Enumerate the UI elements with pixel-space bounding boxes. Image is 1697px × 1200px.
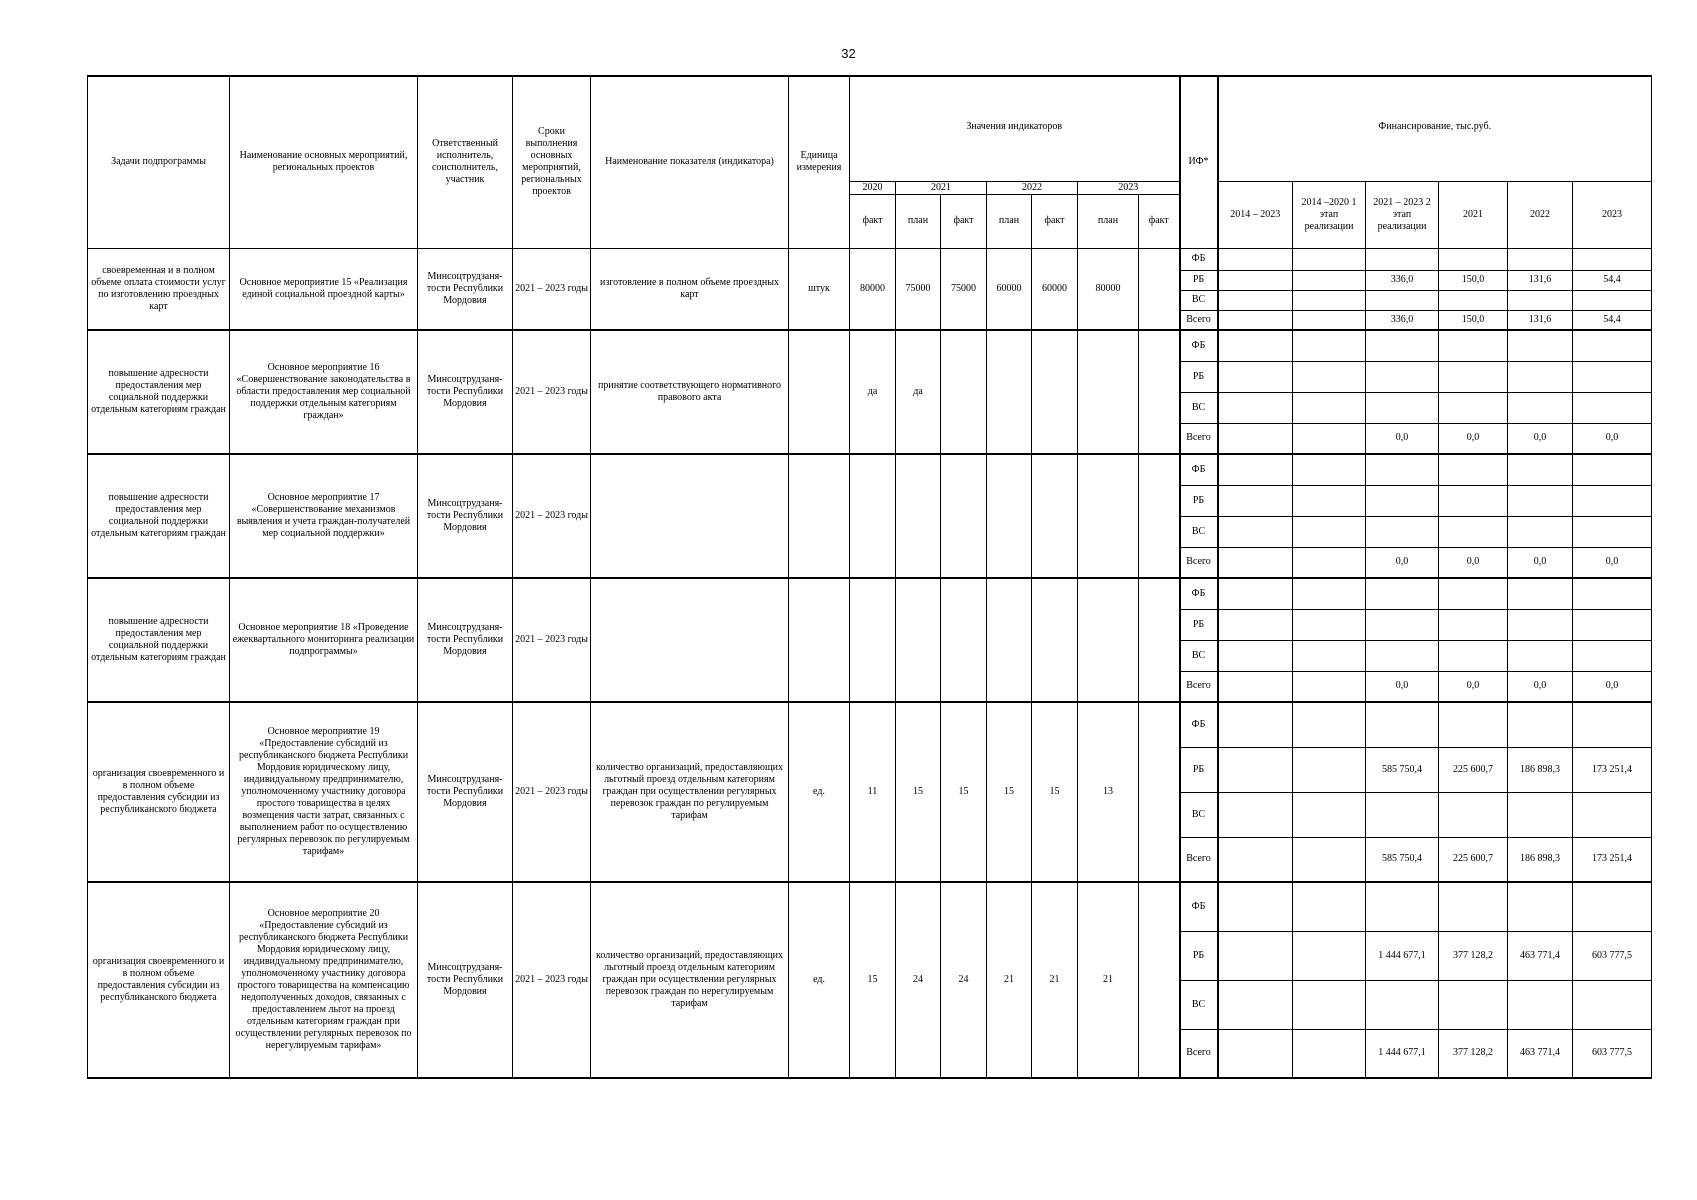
terms-cell: 2021 – 2023 годы <box>513 578 591 702</box>
measure-cell: Основное мероприятие 17 «Совершенствование механизмов выявления и учета граждан-получателей мер социальной поддержки» <box>230 454 418 578</box>
financing-value-cell <box>1366 609 1439 640</box>
financing-value-cell <box>1218 310 1293 330</box>
financing-value-cell: 336,0 <box>1366 310 1439 330</box>
source-label-cell: ФБ <box>1180 578 1218 609</box>
financing-value-cell <box>1218 792 1293 837</box>
financing-value-cell <box>1508 248 1573 270</box>
financing-value-cell <box>1218 609 1293 640</box>
financing-value-cell <box>1508 392 1573 423</box>
financing-value-cell <box>1439 578 1508 609</box>
source-label-cell: ФБ <box>1180 702 1218 747</box>
responsible-cell: Минсоцтрудзаня-тости Республики Мордовия <box>418 578 513 702</box>
financing-value-cell <box>1573 392 1652 423</box>
financing-value-cell <box>1573 792 1652 837</box>
source-label-cell: ФБ <box>1180 454 1218 485</box>
financing-value-cell: 150,0 <box>1439 310 1508 330</box>
header-sub: факт <box>850 194 896 248</box>
indicator-value-cell: 24 <box>941 882 987 1078</box>
financing-value-cell: 225 600,7 <box>1439 837 1508 882</box>
financing-value-cell <box>1293 671 1366 702</box>
indicator-value-cell: 15 <box>850 882 896 1078</box>
financing-value-cell: 585 750,4 <box>1366 747 1439 792</box>
unit-cell <box>789 578 850 702</box>
source-label-cell: РБ <box>1180 270 1218 290</box>
indicator-value-cell: да <box>896 330 941 454</box>
financing-value-cell: 0,0 <box>1573 423 1652 454</box>
indicator-value-cell <box>850 454 896 578</box>
financing-value-cell <box>1573 454 1652 485</box>
financing-value-cell <box>1366 361 1439 392</box>
measure-cell: Основное мероприятие 15 «Реализация единой социальной проездной карты» <box>230 248 418 330</box>
financing-value-cell <box>1508 640 1573 671</box>
measure-cell: Основное мероприятие 19 «Предоставление субсидий из республиканского бюджета Республики Мордовия юридическому лицу, индивидуальному предпринимателю, уполномоченному участнику договора простого товарищества в целях возмещения части затрат, связанных с выполнением работ по осуществлению регулярных перевозок по регулируемым тарифам» <box>230 702 418 882</box>
source-label-cell: ВС <box>1180 792 1218 837</box>
indicator-cell <box>591 578 789 702</box>
indicator-cell: изготовление в полном объеме проездных карт <box>591 248 789 330</box>
financing-value-cell: 377 128,2 <box>1439 1029 1508 1078</box>
financing-value-cell: 0,0 <box>1508 671 1573 702</box>
financing-value-cell <box>1218 980 1293 1029</box>
financing-value-cell <box>1218 270 1293 290</box>
financing-value-cell <box>1218 485 1293 516</box>
financing-value-cell: 131,6 <box>1508 310 1573 330</box>
measure-cell: Основное мероприятие 18 «Проведение ежеквартального мониторинга реализации подпрограммы» <box>230 578 418 702</box>
financing-value-cell <box>1293 270 1366 290</box>
responsible-cell: Минсоцтрудзаня-тости Республики Мордовия <box>418 882 513 1078</box>
financing-value-cell <box>1293 980 1366 1029</box>
measure-cell: Основное мероприятие 16 «Совершенствование законодательства в области предоставления мер социальной поддержки отдельным категориям граждан» <box>230 330 418 454</box>
indicator-value-cell <box>1139 330 1180 454</box>
page-number: 32 <box>841 46 856 61</box>
financing-value-cell <box>1508 980 1573 1029</box>
responsible-cell: Минсоцтрудзаня-тости Республики Мордовия <box>418 454 513 578</box>
financing-value-cell <box>1293 931 1366 980</box>
header-measures: Наименование основных мероприятий, региональных проектов <box>230 76 418 248</box>
financing-value-cell <box>1218 578 1293 609</box>
source-label-cell: ФБ <box>1180 882 1218 931</box>
table-body <box>88 248 1652 1078</box>
financing-value-cell <box>1218 671 1293 702</box>
indicator-value-cell: 80000 <box>1078 248 1139 330</box>
header-indicator-name: Наименование показателя (индикатора) <box>591 76 789 248</box>
header-year-2021: 2021 <box>896 181 987 194</box>
financing-value-cell <box>1293 516 1366 547</box>
table-row <box>88 248 1652 270</box>
header-sub: факт <box>1139 194 1180 248</box>
financing-value-cell <box>1218 702 1293 747</box>
indicator-value-cell <box>896 578 941 702</box>
financing-value-cell: 0,0 <box>1439 547 1508 578</box>
financing-value-cell <box>1366 454 1439 485</box>
indicator-value-cell: 21 <box>987 882 1032 1078</box>
header-fin-2021: 2021 <box>1439 181 1508 248</box>
indicator-value-cell: 75000 <box>941 248 987 330</box>
financing-value-cell: 54,4 <box>1573 270 1652 290</box>
terms-cell: 2021 – 2023 годы <box>513 330 591 454</box>
table-row <box>88 330 1652 361</box>
indicator-value-cell <box>1139 882 1180 1078</box>
financing-value-cell <box>1508 702 1573 747</box>
indicator-value-cell <box>941 578 987 702</box>
financing-value-cell <box>1293 423 1366 454</box>
financing-value-cell <box>1366 248 1439 270</box>
financing-value-cell: 463 771,4 <box>1508 931 1573 980</box>
financing-value-cell <box>1366 290 1439 310</box>
financing-value-cell <box>1293 609 1366 640</box>
header-tasks: Задачи подпрограммы <box>88 76 230 248</box>
financing-value-cell <box>1508 454 1573 485</box>
financing-value-cell <box>1218 1029 1293 1078</box>
financing-value-cell <box>1439 516 1508 547</box>
header-sub: факт <box>1032 194 1078 248</box>
financing-value-cell <box>1439 980 1508 1029</box>
source-label-cell: РБ <box>1180 931 1218 980</box>
indicator-value-cell <box>1078 454 1139 578</box>
header-sources: ИФ* <box>1180 76 1218 248</box>
header-fin-stage2: 2021 – 2023 2 этап реализации <box>1366 181 1439 248</box>
financing-value-cell <box>1508 485 1573 516</box>
financing-value-cell <box>1439 290 1508 310</box>
financing-value-cell <box>1439 485 1508 516</box>
responsible-cell: Минсоцтрудзаня-тости Республики Мордовия <box>418 330 513 454</box>
financing-value-cell <box>1366 792 1439 837</box>
financing-value-cell: 0,0 <box>1508 423 1573 454</box>
program-table <box>87 75 1652 1079</box>
indicator-cell <box>591 454 789 578</box>
financing-value-cell <box>1218 747 1293 792</box>
financing-value-cell: 1 444 677,1 <box>1366 931 1439 980</box>
financing-value-cell <box>1293 392 1366 423</box>
table-row <box>88 702 1652 747</box>
financing-value-cell <box>1293 837 1366 882</box>
header-year-2023: 2023 <box>1078 181 1180 194</box>
header-fin-stage1: 2014 –2020 1 этап реализации <box>1293 181 1366 248</box>
financing-value-cell <box>1439 882 1508 931</box>
financing-value-cell: 0,0 <box>1439 423 1508 454</box>
indicator-cell: количество организаций, предоставляющих льготный проезд отдельным категориям граждан при осуществлении регулярных перевозок граждан по регулируемым тарифам <box>591 702 789 882</box>
financing-value-cell: 150,0 <box>1439 270 1508 290</box>
source-label-cell: РБ <box>1180 747 1218 792</box>
financing-value-cell: 0,0 <box>1439 671 1508 702</box>
financing-value-cell <box>1573 702 1652 747</box>
financing-value-cell <box>1218 640 1293 671</box>
source-label-cell: ВС <box>1180 980 1218 1029</box>
source-label-cell: Всего <box>1180 837 1218 882</box>
header-sub: факт <box>941 194 987 248</box>
task-cell: своевременная и в полном объеме оплата стоимости услуг по изготовлению проездных карт <box>88 248 230 330</box>
financing-value-cell <box>1508 516 1573 547</box>
indicator-value-cell <box>987 578 1032 702</box>
task-cell: повышение адресности предоставления мер социальной поддержки отдельным категориям граждан <box>88 578 230 702</box>
financing-value-cell <box>1573 290 1652 310</box>
source-label-cell: РБ <box>1180 485 1218 516</box>
source-label-cell: ФБ <box>1180 330 1218 361</box>
financing-value-cell: 131,6 <box>1508 270 1573 290</box>
financing-value-cell <box>1573 361 1652 392</box>
header-indicator-values: Значения индикаторов <box>850 76 1180 181</box>
financing-value-cell: 0,0 <box>1573 671 1652 702</box>
financing-value-cell <box>1293 882 1366 931</box>
source-label-cell: ВС <box>1180 392 1218 423</box>
indicator-value-cell <box>1139 702 1180 882</box>
financing-value-cell: 603 777,5 <box>1573 931 1652 980</box>
financing-value-cell <box>1293 747 1366 792</box>
indicator-value-cell: да <box>850 330 896 454</box>
financing-value-cell <box>1218 516 1293 547</box>
indicator-value-cell: 15 <box>987 702 1032 882</box>
indicator-value-cell <box>1139 578 1180 702</box>
financing-value-cell: 173 251,4 <box>1573 837 1652 882</box>
financing-value-cell <box>1293 290 1366 310</box>
indicator-value-cell: 60000 <box>1032 248 1078 330</box>
financing-value-cell <box>1218 547 1293 578</box>
financing-value-cell: 0,0 <box>1366 547 1439 578</box>
unit-cell: ед. <box>789 882 850 1078</box>
indicator-value-cell <box>1078 578 1139 702</box>
indicator-value-cell: 80000 <box>850 248 896 330</box>
indicator-value-cell: 21 <box>1032 882 1078 1078</box>
indicator-value-cell <box>1032 454 1078 578</box>
financing-value-cell <box>1366 980 1439 1029</box>
source-label-cell: Всего <box>1180 671 1218 702</box>
source-label-cell: Всего <box>1180 1029 1218 1078</box>
financing-value-cell: 186 898,3 <box>1508 747 1573 792</box>
financing-value-cell: 377 128,2 <box>1439 931 1508 980</box>
financing-value-cell <box>1508 290 1573 310</box>
task-cell: повышение адресности предоставления мер социальной поддержки отдельным категориям граждан <box>88 454 230 578</box>
terms-cell: 2021 – 2023 годы <box>513 702 591 882</box>
financing-value-cell <box>1366 578 1439 609</box>
financing-value-cell <box>1218 361 1293 392</box>
indicator-value-cell <box>941 330 987 454</box>
financing-value-cell: 1 444 677,1 <box>1366 1029 1439 1078</box>
financing-value-cell <box>1293 310 1366 330</box>
financing-value-cell <box>1293 361 1366 392</box>
indicator-value-cell: 11 <box>850 702 896 882</box>
financing-value-cell <box>1508 792 1573 837</box>
financing-value-cell <box>1293 702 1366 747</box>
financing-value-cell <box>1218 423 1293 454</box>
financing-value-cell: 225 600,7 <box>1439 747 1508 792</box>
indicator-value-cell <box>850 578 896 702</box>
source-label-cell: ФБ <box>1180 248 1218 270</box>
header-responsible: Ответственный исполнитель, соисполнитель, участник <box>418 76 513 248</box>
indicator-value-cell <box>1032 578 1078 702</box>
financing-value-cell: 0,0 <box>1508 547 1573 578</box>
financing-value-cell <box>1573 578 1652 609</box>
header-year-2020: 2020 <box>850 181 896 194</box>
terms-cell: 2021 – 2023 годы <box>513 248 591 330</box>
financing-value-cell <box>1293 454 1366 485</box>
financing-value-cell <box>1293 792 1366 837</box>
terms-cell: 2021 – 2023 годы <box>513 454 591 578</box>
indicator-value-cell: 13 <box>1078 702 1139 882</box>
source-label-cell: ВС <box>1180 290 1218 310</box>
financing-value-cell: 0,0 <box>1366 671 1439 702</box>
financing-value-cell <box>1218 454 1293 485</box>
indicator-value-cell: 21 <box>1078 882 1139 1078</box>
unit-cell: штук <box>789 248 850 330</box>
source-label-cell: ВС <box>1180 640 1218 671</box>
financing-value-cell: 173 251,4 <box>1573 747 1652 792</box>
header-fin-2014-2023: 2014 – 2023 <box>1218 181 1293 248</box>
indicator-value-cell: 60000 <box>987 248 1032 330</box>
financing-value-cell <box>1439 454 1508 485</box>
task-cell: организация своевременного и в полном объеме предоставления субсидии из республиканского бюджета <box>88 882 230 1078</box>
responsible-cell: Минсоцтрудзаня-тости Республики Мордовия <box>418 702 513 882</box>
financing-value-cell <box>1218 392 1293 423</box>
financing-value-cell <box>1573 640 1652 671</box>
financing-value-cell: 0,0 <box>1366 423 1439 454</box>
indicator-value-cell <box>987 454 1032 578</box>
financing-value-cell <box>1508 330 1573 361</box>
source-label-cell: ВС <box>1180 516 1218 547</box>
financing-value-cell <box>1366 882 1439 931</box>
table-row <box>88 454 1652 485</box>
header-fin-2022: 2022 <box>1508 181 1573 248</box>
financing-value-cell: 54,4 <box>1573 310 1652 330</box>
indicator-value-cell: 15 <box>896 702 941 882</box>
financing-value-cell <box>1293 248 1366 270</box>
financing-value-cell <box>1573 248 1652 270</box>
table-row <box>88 578 1652 609</box>
indicator-value-cell <box>1139 454 1180 578</box>
header-sub: план <box>987 194 1032 248</box>
financing-value-cell: 336,0 <box>1366 270 1439 290</box>
financing-value-cell <box>1366 485 1439 516</box>
indicator-value-cell: 15 <box>1032 702 1078 882</box>
financing-value-cell <box>1293 330 1366 361</box>
financing-value-cell <box>1218 837 1293 882</box>
financing-value-cell <box>1508 578 1573 609</box>
financing-value-cell <box>1439 702 1508 747</box>
financing-value-cell <box>1218 330 1293 361</box>
financing-value-cell: 585 750,4 <box>1366 837 1439 882</box>
indicator-cell: принятие соответствующего нормативного правового акта <box>591 330 789 454</box>
source-label-cell: Всего <box>1180 547 1218 578</box>
financing-value-cell <box>1439 640 1508 671</box>
header-fin-2023: 2023 <box>1573 181 1652 248</box>
financing-value-cell <box>1293 547 1366 578</box>
financing-value-cell <box>1439 392 1508 423</box>
financing-value-cell <box>1573 609 1652 640</box>
financing-value-cell <box>1508 609 1573 640</box>
header-sub: план <box>896 194 941 248</box>
financing-value-cell <box>1366 516 1439 547</box>
financing-value-cell: 0,0 <box>1573 547 1652 578</box>
financing-value-cell <box>1218 882 1293 931</box>
indicator-cell: количество организаций, предоставляющих льготный проезд отдельным категориям граждан при осуществлении регулярных перевозок граждан по нерегулируемым тарифам <box>591 882 789 1078</box>
financing-value-cell <box>1293 485 1366 516</box>
financing-value-cell: 463 771,4 <box>1508 1029 1573 1078</box>
financing-value-cell <box>1218 248 1293 270</box>
financing-value-cell: 186 898,3 <box>1508 837 1573 882</box>
financing-value-cell <box>1218 290 1293 310</box>
financing-value-cell <box>1439 248 1508 270</box>
indicator-value-cell <box>941 454 987 578</box>
responsible-cell: Минсоцтрудзаня-тости Республики Мордовия <box>418 248 513 330</box>
financing-value-cell <box>1439 609 1508 640</box>
header-year-2022: 2022 <box>987 181 1078 194</box>
financing-value-cell <box>1573 330 1652 361</box>
financing-value-cell <box>1573 516 1652 547</box>
table-header <box>88 76 1652 248</box>
financing-value-cell <box>1218 931 1293 980</box>
financing-value-cell <box>1508 361 1573 392</box>
financing-value-cell <box>1293 640 1366 671</box>
financing-value-cell <box>1366 392 1439 423</box>
source-label-cell: Всего <box>1180 310 1218 330</box>
financing-value-cell <box>1366 640 1439 671</box>
indicator-value-cell <box>1078 330 1139 454</box>
task-cell: организация своевременного и в полном объеме предоставления субсидии из республиканского бюджета <box>88 702 230 882</box>
source-label-cell: РБ <box>1180 361 1218 392</box>
financing-value-cell <box>1366 330 1439 361</box>
unit-cell <box>789 330 850 454</box>
unit-cell: ед. <box>789 702 850 882</box>
financing-value-cell <box>1573 485 1652 516</box>
unit-cell <box>789 454 850 578</box>
indicator-value-cell: 75000 <box>896 248 941 330</box>
financing-value-cell <box>1293 1029 1366 1078</box>
indicator-value-cell: 15 <box>941 702 987 882</box>
financing-value-cell <box>1439 361 1508 392</box>
indicator-value-cell <box>987 330 1032 454</box>
financing-value-cell <box>1439 792 1508 837</box>
financing-value-cell <box>1573 882 1652 931</box>
measure-cell: Основное мероприятие 20 «Предоставление субсидий из республиканского бюджета Республики Мордовия юридическому лицу, индивидуальному предпринимателю, уполномоченному участнику договора простого товарищества на компенсацию недополученных доходов, связанных с предоставлением льгот на проезд отдельным категориям граждан при осуществлении регулярных перевозок по нерегулируемым тарифам» <box>230 882 418 1078</box>
task-cell: повышение адресности предоставления мер социальной поддержки отдельным категориям граждан <box>88 330 230 454</box>
financing-value-cell <box>1366 702 1439 747</box>
header-sub: план <box>1078 194 1139 248</box>
financing-value-cell <box>1573 980 1652 1029</box>
source-label-cell: РБ <box>1180 609 1218 640</box>
header-terms: Сроки выполнения основных мероприятий, региональных проектов <box>513 76 591 248</box>
financing-value-cell <box>1293 578 1366 609</box>
indicator-value-cell: 24 <box>896 882 941 1078</box>
financing-value-cell: 603 777,5 <box>1573 1029 1652 1078</box>
indicator-value-cell <box>1032 330 1078 454</box>
financing-value-cell <box>1439 330 1508 361</box>
indicator-value-cell <box>896 454 941 578</box>
terms-cell: 2021 – 2023 годы <box>513 882 591 1078</box>
table-row <box>88 882 1652 931</box>
indicator-value-cell <box>1139 248 1180 330</box>
header-financing: Финансирование, тыс.руб. <box>1218 76 1652 181</box>
source-label-cell: Всего <box>1180 423 1218 454</box>
financing-value-cell <box>1508 882 1573 931</box>
header-unit: Единица измерения <box>789 76 850 248</box>
